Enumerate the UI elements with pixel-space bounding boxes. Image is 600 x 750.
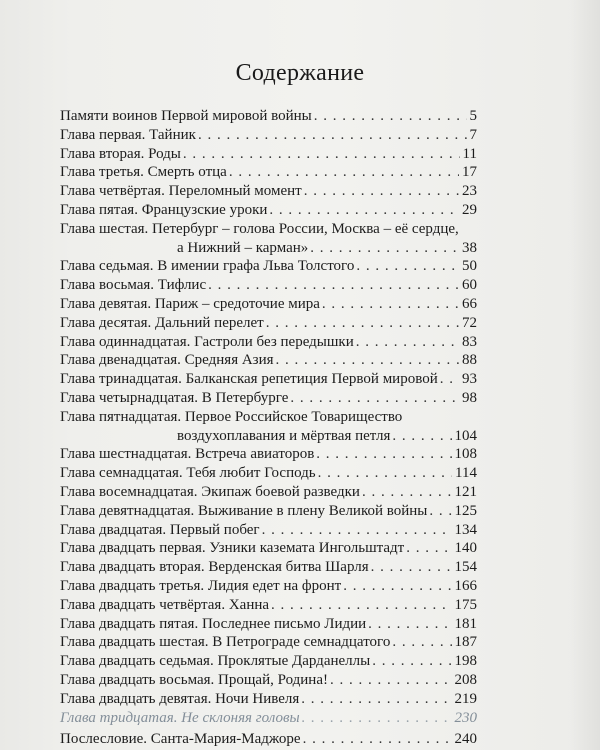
toc-page-number: 154 [454, 559, 477, 576]
toc-entry [60, 483, 477, 502]
dot-leader [371, 558, 452, 577]
toc-entry-title: Глава пятая. Французские уроки [60, 201, 268, 218]
toc-entry [60, 220, 477, 258]
toc-entry-title: Глава шестая. Петербург – голова России, Москва – её сердце, [60, 220, 459, 237]
dot-leader [343, 577, 451, 596]
toc-page-number: 23 [462, 183, 477, 200]
toc-entry-title: Глава четырнадцатая. В Петербурге [60, 389, 289, 406]
toc-entry-title: Глава двадцатая. Первый побег [60, 521, 260, 538]
toc-page-number: 230 [454, 709, 477, 726]
toc-entry-title: Глава двадцать четвёртая. Ханна [60, 596, 270, 613]
toc-page-number: 140 [454, 540, 477, 557]
dot-leader [318, 464, 452, 483]
toc-entry-title: Глава двадцать шестая. В Петрограде семнадцатого [60, 634, 391, 651]
toc-entry [60, 126, 477, 145]
dot-leader [368, 615, 451, 634]
toc-entry [60, 730, 477, 749]
toc-page-number: 7 [469, 126, 477, 143]
toc-entry-title: Глава двадцать седьмая. Проклятые Дарданеллы [60, 653, 371, 670]
dot-leader [301, 690, 451, 709]
toc-page-number: 93 [462, 371, 477, 388]
toc-entry-title: Глава первая. Тайник [60, 126, 196, 143]
dot-leader [310, 239, 459, 258]
toc-entry-title: Послесловие. Санта-Мария-Маджоре [60, 731, 301, 748]
dot-leader [316, 445, 451, 464]
dot-leader [362, 483, 452, 502]
toc-entry-title-cont: воздухоплавания и мёртвая петля [177, 427, 391, 444]
toc-entry-title: Глава десятая. Дальний перелет [60, 314, 264, 331]
toc-entry [60, 408, 477, 446]
toc-page-number: 198 [454, 653, 477, 670]
toc-entry [60, 596, 477, 615]
dot-leader [229, 163, 459, 182]
toc-entry-title: Глава четвёртая. Переломный момент [60, 183, 302, 200]
toc-page-number: 187 [454, 634, 477, 651]
toc-entry [60, 502, 477, 521]
toc-entry-title: Глава двенадцатая. Средняя Азия [60, 352, 274, 369]
dot-leader [440, 370, 459, 389]
dot-leader [271, 596, 451, 615]
dot-leader [304, 182, 459, 201]
toc-entry-title: Глава двадцать третья. Лидия едет на фронт [60, 577, 342, 594]
toc-page-number: 38 [462, 239, 477, 256]
toc-entry-continuation [60, 239, 477, 258]
toc-entry-title: Глава пятнадцатая. Первое Российское Товарищество [60, 408, 403, 425]
toc-page-number: 60 [462, 277, 477, 294]
toc-entry [60, 709, 477, 728]
toc-entry [60, 257, 477, 276]
dot-leader [290, 389, 459, 408]
toc-entry [60, 633, 477, 652]
dot-leader [208, 276, 459, 295]
page-title: Содержание [235, 60, 365, 86]
toc-entry [60, 351, 477, 370]
dot-leader [406, 539, 451, 558]
toc-page-number: 108 [454, 446, 477, 463]
toc-entry-title-cont: а Нижний – карман» [177, 239, 309, 256]
toc-page-number: 134 [454, 521, 477, 538]
toc-entry-title: Глава двадцать вторая. Верденская битва Шарля [60, 559, 369, 576]
toc-entry-title: Глава третья. Смерть отца [60, 164, 227, 181]
toc-entry [60, 107, 477, 126]
dot-leader [356, 257, 459, 276]
toc-page-number: 5 [469, 108, 477, 124]
dot-leader [314, 107, 467, 126]
toc-entry [60, 182, 477, 201]
toc-page-number: 125 [454, 502, 477, 519]
toc-page-number: 72 [462, 314, 477, 331]
toc-entry [60, 690, 477, 709]
toc-entry [60, 370, 477, 389]
toc-entry-continuation [60, 427, 477, 446]
toc-page-number: 83 [462, 333, 477, 350]
toc-entry-title: Глава одиннадцатая. Гастроли без передышки [60, 333, 354, 350]
dot-leader [266, 314, 459, 333]
dot-leader [322, 295, 459, 314]
dot-leader [262, 521, 452, 540]
dot-leader [429, 502, 451, 521]
dot-leader [392, 633, 451, 652]
dot-leader [372, 652, 451, 671]
toc-page-number: 240 [454, 731, 477, 748]
toc-entry [60, 671, 477, 690]
toc-page-number: 88 [462, 352, 477, 369]
toc-entry [60, 577, 477, 596]
toc-page-number: 121 [454, 483, 477, 500]
toc-entry-title: Глава восемнадцатая. Экипаж боевой разведки [60, 483, 360, 500]
toc-entry [60, 464, 477, 483]
dot-leader [356, 333, 459, 352]
toc-entry [60, 295, 477, 314]
toc-page-number: 181 [454, 615, 477, 632]
toc-page-number: 208 [454, 671, 477, 688]
toc-page-number: 11 [462, 145, 477, 162]
toc-entry-title: Глава вторая. Роды [60, 145, 181, 162]
toc-page-number: 29 [462, 201, 477, 218]
dot-leader [303, 730, 452, 749]
toc-page-number: 50 [462, 258, 477, 275]
toc-entry [60, 652, 477, 671]
toc-entry-title: Глава девятнадцатая. Выживание в плену Великой войны [60, 502, 428, 519]
toc-page-number: 98 [462, 389, 477, 406]
toc-entry-title: Глава девятая. Париж – средоточие мира [60, 295, 320, 312]
toc-entry-title: Глава двадцать восьмая. Прощай, Родина! [60, 671, 328, 688]
dot-leader [183, 145, 460, 164]
toc-page-number: 104 [454, 427, 477, 444]
toc-entry [60, 163, 477, 182]
toc-entry-title: Глава тридцатая. Не склоняя головы [60, 709, 300, 726]
toc-entry [60, 333, 477, 352]
toc-entry [60, 521, 477, 540]
dot-leader [330, 671, 452, 690]
toc-entry [60, 145, 477, 164]
toc-page-number: 114 [455, 465, 477, 482]
toc-entry [60, 445, 477, 464]
toc-entry-title: Глава двадцать первая. Узники каземата Ингольштадт [60, 540, 405, 557]
dot-leader [392, 427, 451, 446]
toc-entry-title: Глава двадцать пятая. Последнее письмо Лидии [60, 615, 367, 632]
toc-entry-title: Глава седьмая. В имении графа Льва Толстого [60, 258, 355, 275]
toc-entry [60, 314, 477, 333]
toc-entry [60, 276, 477, 295]
dot-leader [198, 126, 467, 145]
toc-page-number: 166 [454, 577, 477, 594]
toc-entry [60, 389, 477, 408]
toc-entry [60, 558, 477, 577]
dot-leader [269, 201, 459, 220]
toc-entry-title: Глава двадцать девятая. Ночи Нивеля [60, 690, 300, 707]
toc-page-number: 175 [454, 596, 477, 613]
dot-leader [276, 351, 459, 370]
toc-entry-title: Глава тринадцатая. Балканская репетиция Первой мировой [60, 371, 438, 388]
toc-entry [60, 539, 477, 558]
toc-page-number: 66 [462, 295, 477, 312]
toc-page-number: 17 [462, 164, 477, 181]
toc-entry-title: Глава шестнадцатая. Встреча авиаторов [60, 446, 315, 463]
toc-entry [60, 201, 477, 220]
toc-entry-title: Памяти воинов Первой мировой войны [60, 108, 312, 124]
toc-entry-title: Глава семнадцатая. Тебя любит Господь [60, 465, 316, 482]
toc-entry [60, 615, 477, 634]
toc-entry-title: Глава восьмая. Тифлис [60, 277, 207, 294]
toc-page-number: 219 [454, 690, 477, 707]
dot-leader [302, 709, 452, 728]
table-of-contents [60, 107, 477, 749]
